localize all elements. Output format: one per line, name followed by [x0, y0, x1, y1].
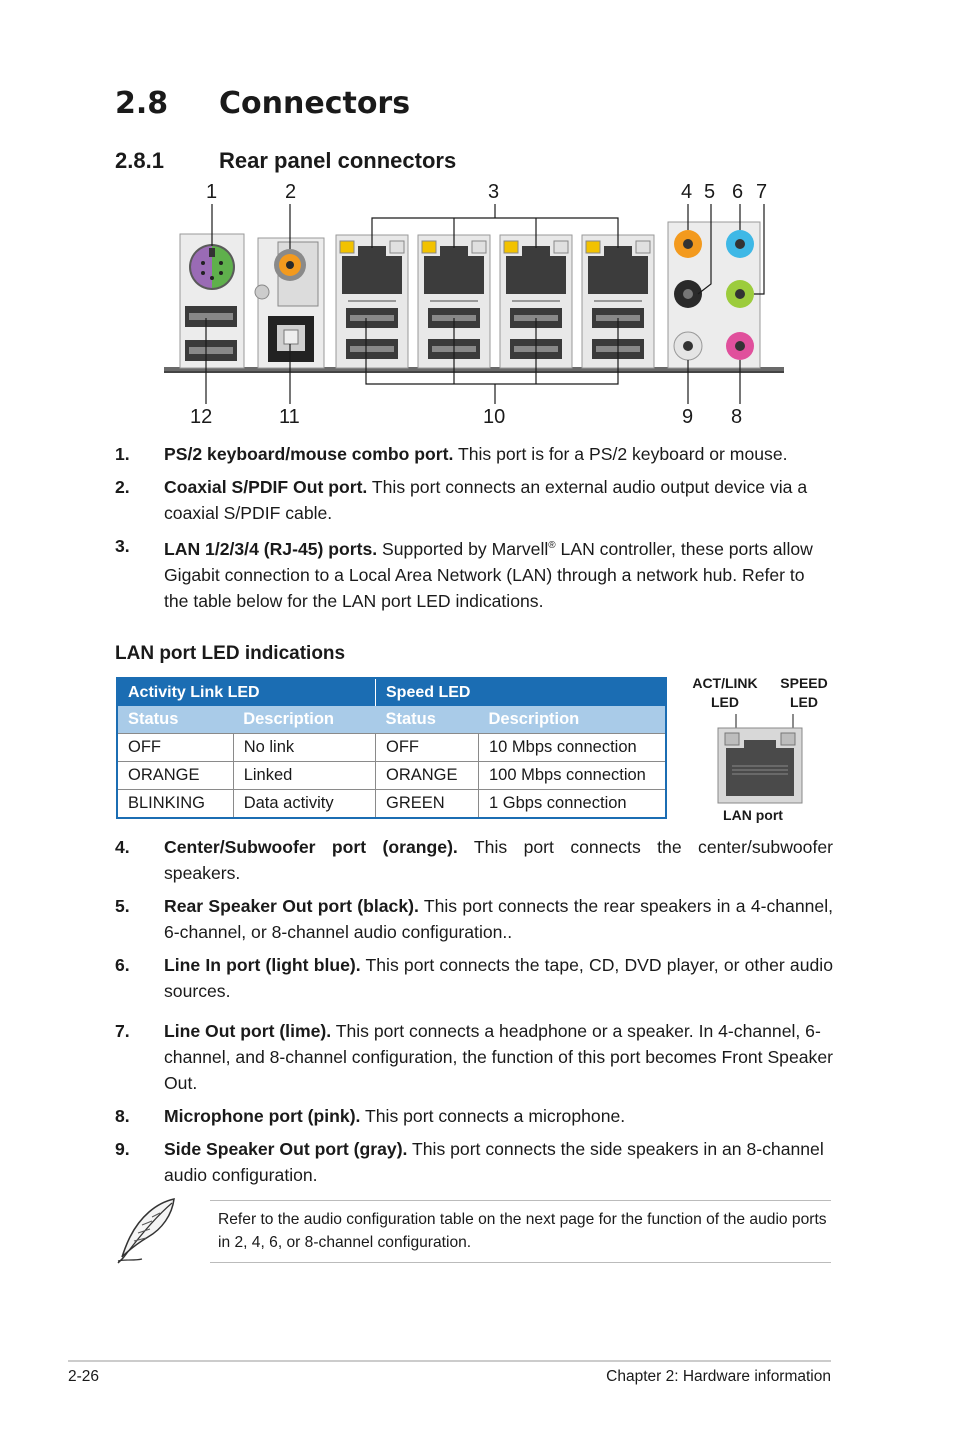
subsection-title: Rear panel connectors: [219, 148, 457, 173]
act-link-led-label: LED: [711, 694, 739, 710]
group-header-activity: Activity Link LED: [117, 678, 376, 706]
note-bottom-rule: [210, 1262, 831, 1263]
callout-7: 7: [756, 181, 768, 203]
table-row: ORANGE Linked ORANGE 100 Mbps connection: [117, 762, 666, 790]
list-item: 4. Center/Subwoofer port (orange). This port connects the center/subwoofer speakers.: [115, 837, 833, 883]
speed-led-label: LED: [790, 694, 818, 710]
table-row: BLINKING Data activity GREEN 1 Gbps connection: [117, 790, 666, 819]
section-number: 2.8: [115, 86, 169, 121]
list-item: 5. Rear Speaker Out port (black). This port connects the rear speakers in a 4-channel, 6-channel, or 8-channel audio configuration..: [115, 896, 833, 942]
connector-list-a: [115, 441, 833, 621]
list-item: 1. PS/2 keyboard/mouse combo port. This port is for a PS/2 keyboard or mouse.: [115, 444, 788, 464]
list-item: 6. Line In port (light blue). This port connects the tape, CD, DVD player, or other audio sources.: [115, 955, 833, 1001]
col-header: Status: [376, 706, 479, 734]
table-row: OFF No link OFF 10 Mbps connection: [117, 734, 666, 762]
callout-4: 4: [681, 181, 693, 203]
audio-jack-module: [668, 222, 760, 368]
rear-panel-diagram: [160, 178, 790, 432]
list-item: 2. Coaxial S/PDIF Out port. This port connects an external audio output device via a coaxial S/PDIF cable.: [115, 477, 808, 523]
callout-11: 11: [279, 406, 300, 428]
callout-8: 8: [731, 406, 743, 428]
lan-port-figure: [688, 670, 838, 830]
callout-1: 1: [206, 181, 218, 203]
act-link-label: ACT/LINK: [692, 675, 758, 691]
connector-list-c: [115, 1018, 833, 1195]
feather-pen-icon: [112, 1195, 182, 1267]
col-header: Status: [117, 706, 233, 734]
list-item: 7. Line Out port (lime). This port connects a headphone or a speaker. In 4-channel, 6-channel, and 8-channel configuration, the function of this port becomes Front Speaker Out.: [115, 1021, 833, 1093]
led-section-title: LAN port LED indications: [115, 643, 346, 664]
page-number: 2-26: [68, 1368, 100, 1385]
callout-6: 6: [732, 181, 744, 203]
callout-9: 9: [682, 406, 694, 428]
callout-12: 12: [190, 406, 213, 428]
lan-usb-stacks: [336, 235, 654, 368]
callout-3: 3: [488, 181, 500, 203]
section-heading: [115, 86, 410, 121]
col-header: Description: [479, 706, 667, 734]
callout-5: 5: [704, 181, 716, 203]
subsection-number: 2.8.1: [115, 148, 164, 173]
lan-port-label: LAN port: [723, 807, 783, 823]
note-text: Refer to the audio configuration table on the next page for the function of the audio ports in 2, 4, 6, or 8-channel configuration.: [218, 1211, 827, 1251]
group-header-speed: Speed LED: [376, 678, 667, 706]
chapter-title: Chapter 2: Hardware information: [606, 1368, 831, 1385]
subsection-heading: [115, 148, 456, 174]
connector-list-b: [115, 834, 833, 1011]
section-title: Connectors: [219, 86, 411, 121]
callout-10: 10: [483, 406, 506, 428]
led-table: [116, 677, 667, 819]
list-item: 8. Microphone port (pink). This port connects a microphone.: [115, 1106, 626, 1126]
speed-label: SPEED: [780, 675, 828, 691]
footer-rule: [68, 1360, 831, 1362]
callout-2: 2: [285, 181, 297, 203]
registered-mark: ®: [548, 540, 556, 551]
list-item: 9. Side Speaker Out port (gray). This port connects the side speakers in an 8-channel audio configuration.: [115, 1139, 824, 1185]
note-top-rule: [210, 1200, 831, 1201]
ps2-usb-module: [180, 234, 244, 368]
col-header: Description: [233, 706, 375, 734]
list-item: 3. LAN 1/2/3/4 (RJ-45) ports. Supported by Marvell® LAN controller, these ports allow Gigabit connection to a Local Area Network (LAN) through a network hub. Refer to the table below for the LAN port LED indications.: [115, 536, 813, 611]
